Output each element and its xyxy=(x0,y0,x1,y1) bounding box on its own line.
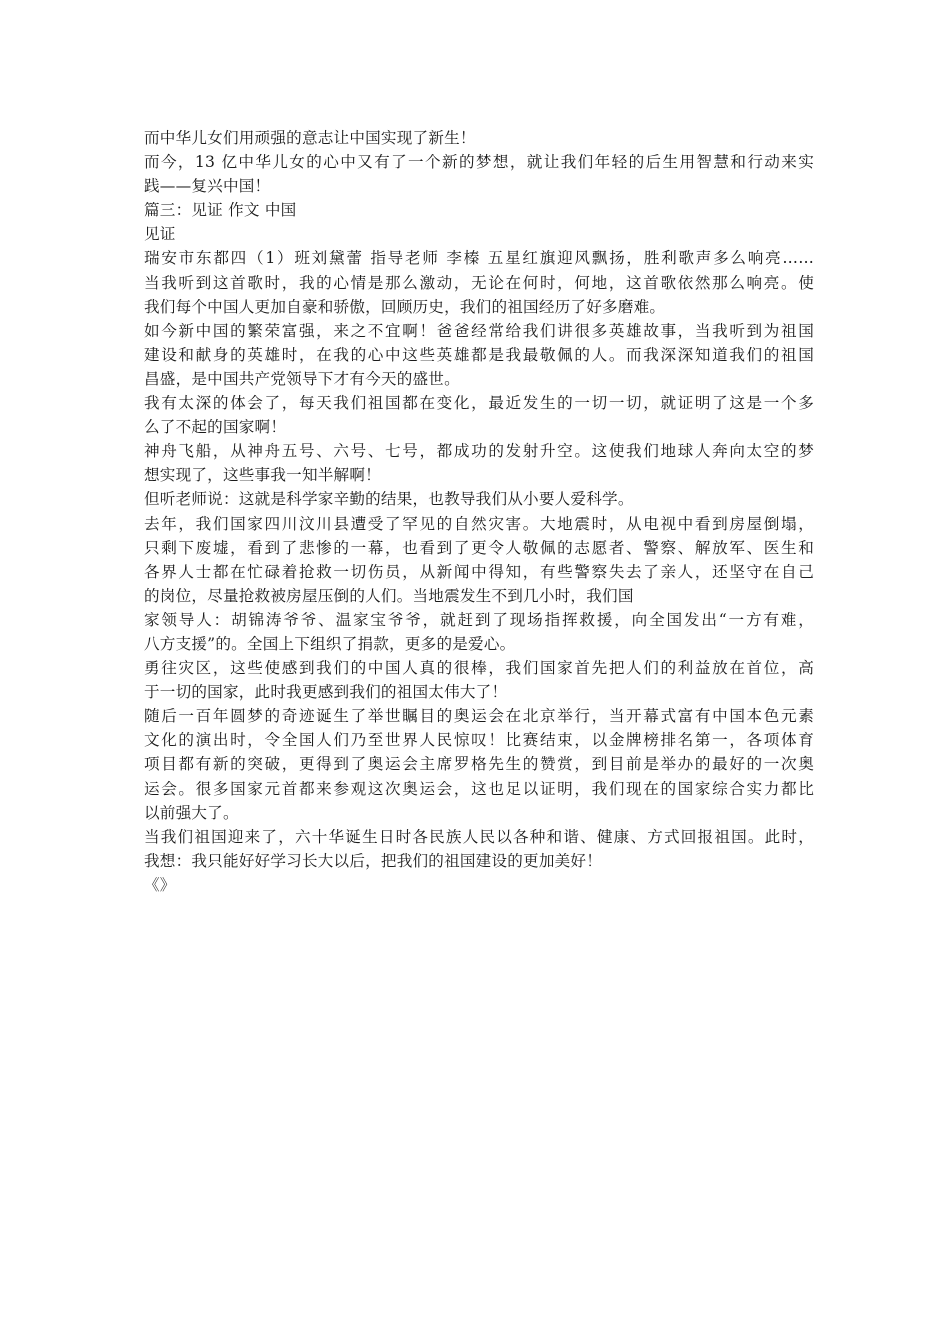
text-line: 我想：我只能好好学习长大以后，把我们的祖国建设的更加美好！ xyxy=(144,851,603,870)
text-line: 我们每个中国人更加自豪和骄傲，回顾历史，我们的祖国经历了好多磨难。 xyxy=(144,297,666,316)
text-line: 八方支援”的。全国上下组织了捐款，更多的是爱心。 xyxy=(144,634,516,653)
text-line: 想实现了，这些事我一知半解啊！ xyxy=(144,466,381,485)
text-line: 而今，13 亿中华儿女的心中又有了一个新的梦想，就让我们年轻的后生用智慧和行动来实 xyxy=(144,153,814,172)
text-line: 的岗位，尽量抢救被房屋压倒的人们。当地震发生不到几小时，我们国 xyxy=(144,586,634,605)
text-line: 昌盛，是中国共产党领导下才有今天的盛世。 xyxy=(144,369,460,388)
text-line: 随后一百年圆梦的奇迹诞生了举世瞩目的奥运会在北京举行，当开幕式富有中国本色元素 xyxy=(144,707,814,726)
text-line: 《》 xyxy=(144,875,176,894)
essay-title: 见证 xyxy=(144,225,176,244)
text-line: 勇往灾区，这些使感到我们的中国人真的很棒，我们国家首先把人们的利益放在首位，高 xyxy=(144,659,814,678)
text-line: 以前强大了。 xyxy=(144,803,239,822)
text-line: 神舟飞船，从神舟五号、六号、七号，都成功的发射升空。这使我们地球人奔向太空的梦 xyxy=(144,442,814,461)
text-line: 当我们祖国迎来了，六十华诞生日时各民族人民以各种和谐、健康、方式回报祖国。此时， xyxy=(144,827,814,846)
text-line: 我有太深的体会了，每天我们祖国都在变化，最近发生的一切一切，就证明了这是一个多 xyxy=(144,394,814,413)
text-line: 于一切的国家，此时我更感到我们的祖国太伟大了！ xyxy=(144,683,508,702)
document-body xyxy=(144,126,814,897)
text-line: 建设和献身的英雄时，在我的心中这些英雄都是我最敬佩的人。而我深深知道我们的祖国 xyxy=(144,345,814,364)
text-line: 而中华儿女们用顽强的意志让中国实现了新生！ xyxy=(144,129,476,147)
text-line: 各界人士都在忙碌着抢救一切伤员，从新闻中得知，有些警察失去了亲人，还坚守在自己 xyxy=(144,562,814,581)
text-line: 么了不起的国家啊！ xyxy=(144,418,287,437)
text-line: 践——复兴中国！ xyxy=(144,177,271,196)
text-line: 瑞安市东都四（1）班刘黛蕾 指导老师 李榛 五星红旗迎风飘扬，胜利歌声多么响亮…… xyxy=(144,249,814,268)
text-line: 但听老师说：这就是科学家辛勤的结果，也教导我们从小要人爱科学。 xyxy=(144,490,634,509)
text-line: 家领导人：胡锦涛爷爷、温家宝爷爷，就赶到了现场指挥救援，向全国发出“一方有难， xyxy=(144,610,814,629)
text-line: 去年，我们国家四川汶川县遭受了罕见的自然灾害。大地震时，从电视中看到房屋倒塌， xyxy=(144,514,814,533)
section-heading: 篇三：见证 作文 中国 xyxy=(144,201,297,220)
text-line: 项目都有新的突破，更得到了奥运会主席罗格先生的赞赏，到目前是举办的最好的一次奥 xyxy=(144,755,814,774)
text-line: 只剩下废墟，看到了悲惨的一幕，也看到了更令人敬佩的志愿者、警察、解放军、医生和 xyxy=(144,538,814,557)
text-line: 文化的演出时，令全国人们乃至世界人民惊叹！比赛结束，以金牌榜排名第一，各项体育 xyxy=(144,731,814,750)
text-line: 当我听到这首歌时，我的心情是那么激动，无论在何时，何地，这首歌依然那么响亮。使 xyxy=(144,273,814,292)
text-line: 运会。很多国家元首都来参观这次奥运会，这也足以证明，我们现在的国家综合实力都比 xyxy=(144,779,814,798)
text-line: 如今新中国的繁荣富强，来之不宜啊！爸爸经常给我们讲很多英雄故事，当我听到为祖国 xyxy=(144,321,814,340)
